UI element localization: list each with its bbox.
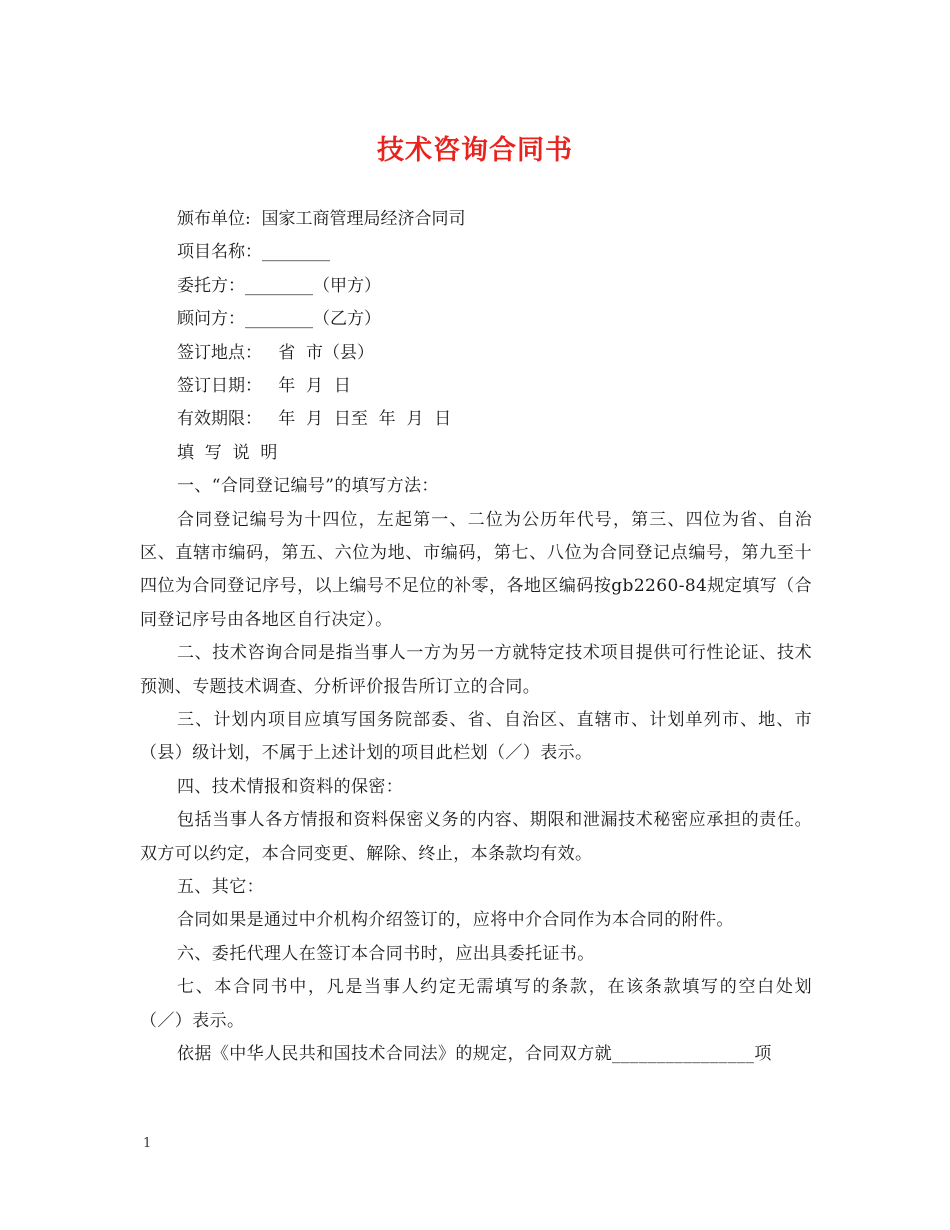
project-name-line: 项目名称：________: [177, 242, 330, 263]
instruction-4-body: 包括当事人各方情报和资料保密义务的内容、期限和泄漏技术秘密应承担的责任。双方可以约定，本合同变更、解除、终止，本条款均有效。: [140, 810, 812, 864]
instruction-5-heading: 五、其它：: [177, 877, 264, 897]
instruction-7: 七、本合同书中，凡是当事人约定无需填写的条款，在该条款填写的空白处划（／）表示。: [140, 977, 812, 1031]
signing-place-line: 签订地点： 省 市（县）: [177, 342, 375, 363]
instruction-6: 六、委托代理人在签订本合同书时，应出具委托证书。: [177, 943, 595, 964]
instruction-1-heading: 一、“合同登记编号”的填写方法：: [177, 476, 439, 497]
document-body: [140, 203, 812, 1071]
contract-basis-paragraph: 依据《中华人民共和国技术合同法》的规定，合同双方就________________项: [177, 1044, 772, 1065]
instruction-5-body: 合同如果是通过中介机构介绍签订的，应将中介合同作为本合同的附件。: [177, 910, 734, 931]
instruction-1-body: 合同登记编号为十四位，左起第一、二位为公历年代号，第三、四位为省、自治区、直辖市编码，第五、六位为地、市编码，第七、八位为合同登记点编号，第九至十四位为合同登记序号，以上编号不足位的补零，各地区编码按gb2260-84规定填写（合同登记序号由各地区自行决定）。: [140, 509, 812, 630]
client-line: 委托方：________（甲方）: [177, 275, 381, 296]
page-number: 1: [143, 1136, 152, 1151]
issuer-line: 颁布单位: 国家工商管理局经济合同司: [177, 209, 466, 229]
signing-date-line: 签订日期： 年 月 日: [177, 375, 351, 396]
instructions-heading: 填 写 说 明: [177, 442, 278, 463]
instruction-2: 二、技术咨询合同是指当事人一方为另一方就特定技术项目提供可行性论证、技术预测、专题技术调查、分析评价报告所订立的合同。: [140, 643, 812, 697]
instruction-3: 三、计划内项目应填写国务院部委、省、自治区、直辖市、计划单列市、地、市（县）级计划，不属于上述计划的项目此栏划（／）表示。: [140, 709, 812, 764]
document-title: 技术咨询合同书: [377, 135, 573, 166]
instruction-4-heading: 四、技术情报和资料的保密：: [177, 776, 404, 797]
consultant-line: 顾问方：________（乙方）: [177, 309, 381, 330]
validity-period-line: 有效期限： 年 月 日至 年 月 日: [177, 409, 452, 430]
